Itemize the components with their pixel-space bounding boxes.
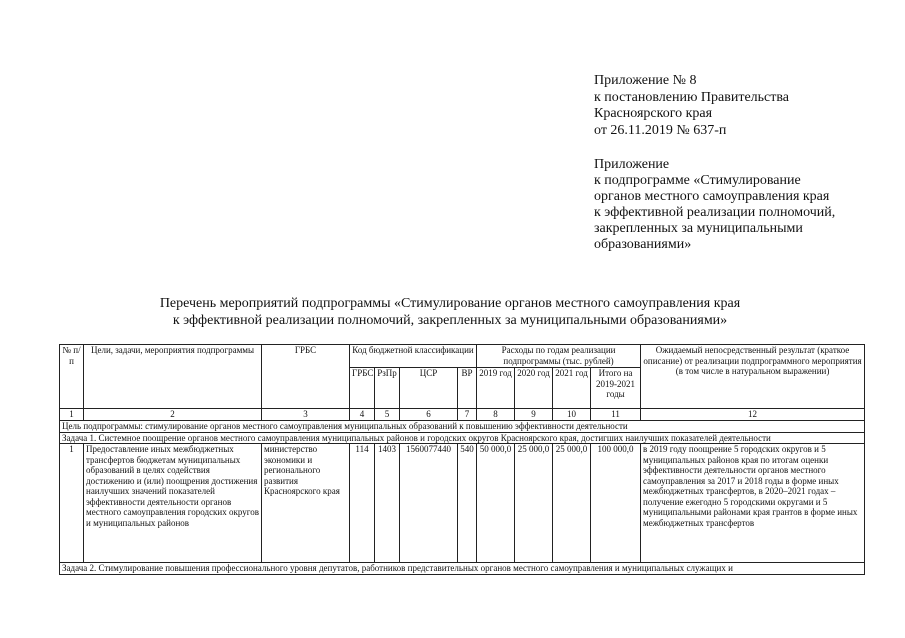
header-2020: 2020 год [515,368,553,409]
row-grbs-name: министерство экономики и регионального развития Красноярского края [262,444,350,563]
goal-row [60,421,865,433]
column-number: 6 [400,409,458,421]
stamp-line: Красноярского края [594,106,713,121]
goal-text: Цель подпрограммы: стимулирование органов местного самоуправления муниципальных образований к повышению эффективности деятельности [60,421,865,433]
header-result: Ожидаемый непосредственный результат (краткое описание) от реализации подпрограммного мероприятия (в том числе в натуральном выражении) [641,345,865,409]
row-2019: 50 000,0 [477,444,515,563]
column-number: 4 [350,409,375,421]
header-rzpr: РзПр [375,368,400,409]
table-row [60,444,865,563]
row-result: в 2019 году поощрение 5 городских округов и 5 муниципальных районов края по итогам оценки эффективности деятельности органов местного самоуправления за 2017 и 2018 годы в форме иных межбюджетных трансфертов, в 2020–2021 годах – получение ежегодно 5 городскими округами и 5 муниципальными районами края грантов в форме иных межбюджетных трансфертов [641,444,865,563]
appendix-line: Приложение [594,157,670,172]
document-title [60,295,840,329]
appendix-line: к эффективной реализации полномочий, [594,205,836,220]
stamp-line: к постановлению Правительства [594,89,790,105]
row-vr: 540 [458,444,477,563]
task-row [60,563,865,575]
appendix-line: закрепленных за муниципальными [594,221,803,236]
column-number: 3 [262,409,350,421]
column-number: 5 [375,409,400,421]
header-vr: ВР [458,368,477,409]
column-number-row [60,409,865,421]
row-csr: 1560077440 [400,444,458,563]
header-expenses: Расходы по годам реализации подпрограммы (тыс. рублей) [477,345,641,368]
appendix-line: органов местного самоуправления края [594,189,830,204]
appendix-line: к подпрограмме «Стимулирование [594,173,801,188]
task-2-text: Задача 2. Стимулирование повышения профессионального уровня депутатов, работников представительных органов местного самоуправления и муниципальных служащих и [60,563,865,575]
row-grbs-code: 114 [350,444,375,563]
header-row [60,345,865,368]
measures-table [59,344,865,575]
column-number: 12 [641,409,865,421]
column-number: 1 [60,409,84,421]
column-number: 8 [477,409,515,421]
row-num: 1 [60,444,84,563]
row-2021: 25 000,0 [553,444,591,563]
stamp-line: от 26.11.2019 № 637-п [594,122,727,138]
header-csr: ЦСР [400,368,458,409]
column-number: 7 [458,409,477,421]
column-number: 10 [553,409,591,421]
row-rzpr: 1403 [375,444,400,563]
resolution-stamp [594,73,894,139]
stamp-line: Приложение № 8 [594,73,697,88]
row-total: 100 000,0 [591,444,641,563]
title-line: Перечень мероприятий подпрограммы «Стимулирование органов местного самоуправления края [159,296,741,311]
header-budget-code: Код бюджетной классификации [350,345,477,368]
header-grbs-short: ГРБС [350,368,375,409]
task-row [60,432,865,444]
header-total: Итого на 2019-2021 годы [591,368,641,409]
row-measure-name: Предоставление иных межбюджетных трансфертов бюджетам муниципальных образований в целях содействия достижению и (или) поощрения достижения наилучших значений показателей эффективности деятельности органов местного самоуправления городских округов и муниципальных районов [84,444,262,563]
column-number: 2 [84,409,262,421]
title-line: к эффективной реализации полномочий, закрепленных за муниципальными образованиями» [172,313,728,328]
header-2021: 2021 год [553,368,591,409]
task-1-text: Задача 1. Системное поощрение органов местного самоуправления муниципальных районов и городских округов Красноярского края, достигших наилучших показателей деятельности [60,432,865,444]
column-number: 11 [591,409,641,421]
header-num: № п/п [60,345,84,409]
appendix-note [594,157,894,253]
header-2019: 2019 год [477,368,515,409]
header-goals: Цели, задачи, мероприятия подпрограммы [84,345,262,409]
header-grbs: ГРБС [262,345,350,409]
appendix-line: образованиями» [594,237,692,252]
row-2020: 25 000,0 [515,444,553,563]
column-number: 9 [515,409,553,421]
